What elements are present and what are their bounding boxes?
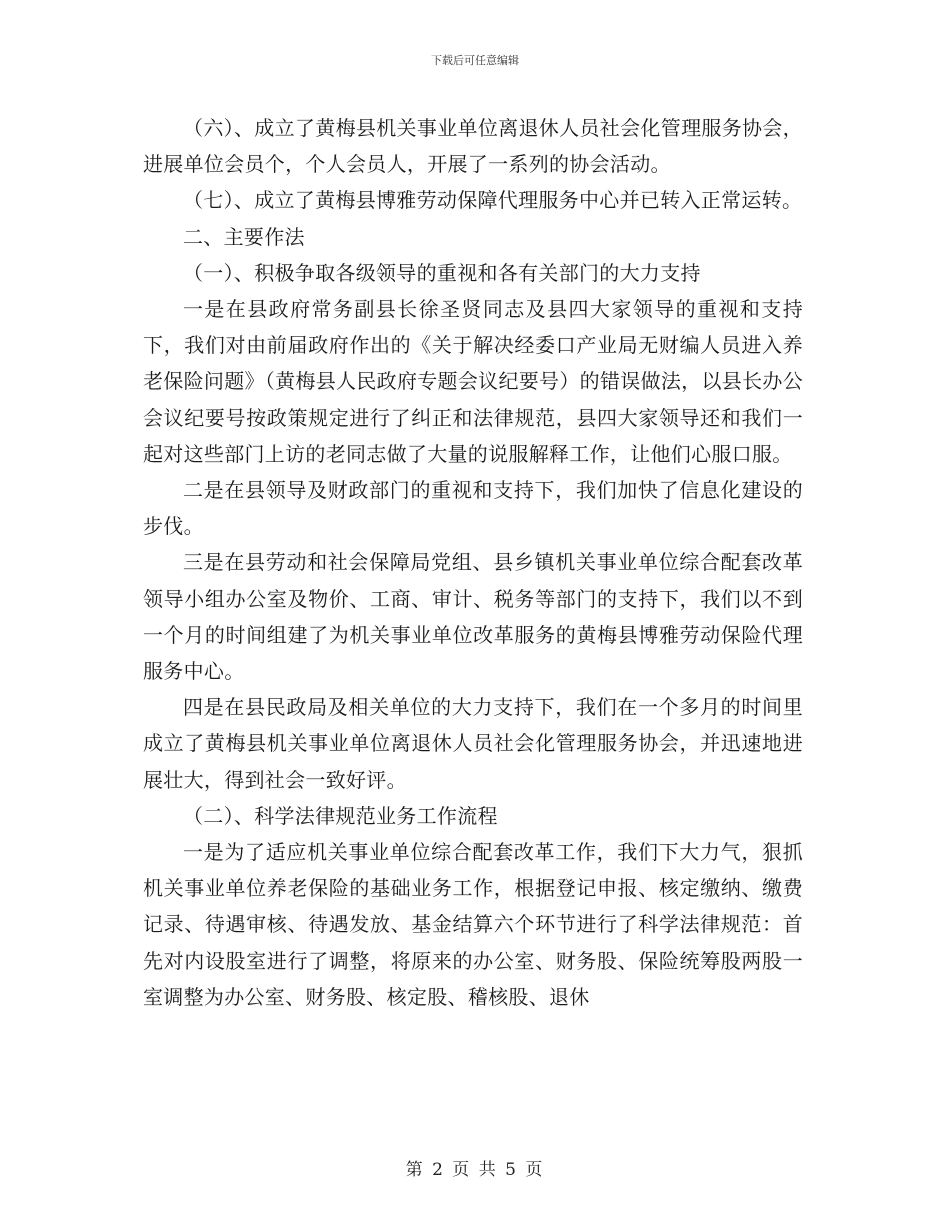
- paragraph-workflow-point-one: 一是为了适应机关事业单位综合配套改革工作，我们下大力气，狠抓机关事业单位养老保险的基础业务工作，根据登记申报、核定缴纳、缴费记录、待遇审核、待遇发放、基金结算六个环节进行了科学法律规范：首先对内设股室进行了调整，将原来的办公室、财务股、保险统筹股两股一室调整为办公室、财务股、核定股、稽核股、退休: [143, 840, 803, 1009]
- page-number: 第 2 页 共 5 页: [405, 1160, 545, 1180]
- paragraph-section-7: （七）、成立了黄梅县博雅劳动保障代理服务中心并已转入正常运转。: [183, 188, 803, 213]
- paragraph-point-three: 三是在县劳动和社会保障局党组、县乡镇机关事业单位综合配套改革领导小组办公室及物价、工商、审计、税务等部门的支持下，我们以不到一个月的时间组建了为机关事业单位改革服务的黄梅县博雅劳动保险代理服务中心。: [143, 550, 803, 684]
- paragraph-point-two: 二是在县领导及财政部门的重视和支持下，我们加快了信息化建设的步伐。: [143, 478, 803, 539]
- paragraph-point-four: 四是在县民政局及相关单位的大力支持下，我们在一个多月的时间里成立了黄梅县机关事业单位离退休人员社会化管理服务协会，并迅速地进展壮大，得到社会一致好评。: [143, 695, 803, 792]
- subheading-leadership-support: （一）、积极争取各级领导的重视和各有关部门的大力支持: [183, 260, 701, 285]
- paragraph-point-one: 一是在县政府常务副县长徐圣贤同志及县四大家领导的重视和支持下，我们对由前届政府作出的《关于解决经委口产业局无财编人员进入养老保险问题》（黄梅县人民政府专题会议纪要号）的错误做法，以县长办公会议纪要号按政策规定进行了纠正和法律规范，县四大家领导还和我们一起对这些部门上访的老同志做了大量的说服解释工作，让他们心服口服。: [143, 297, 803, 466]
- page-header: 下载后可任意编辑: [431, 54, 519, 67]
- paragraph-section-6: （六）、成立了黄梅县机关事业单位离退休人员社会化管理服务协会，进展单位会员个，个人会员人，开展了一系列的协会活动。: [143, 116, 803, 177]
- subheading-workflow: （二）、科学法律规范业务工作流程: [183, 803, 498, 828]
- heading-main-methods: 二、主要作法: [183, 224, 305, 249]
- document-body: [143, 110, 803, 1015]
